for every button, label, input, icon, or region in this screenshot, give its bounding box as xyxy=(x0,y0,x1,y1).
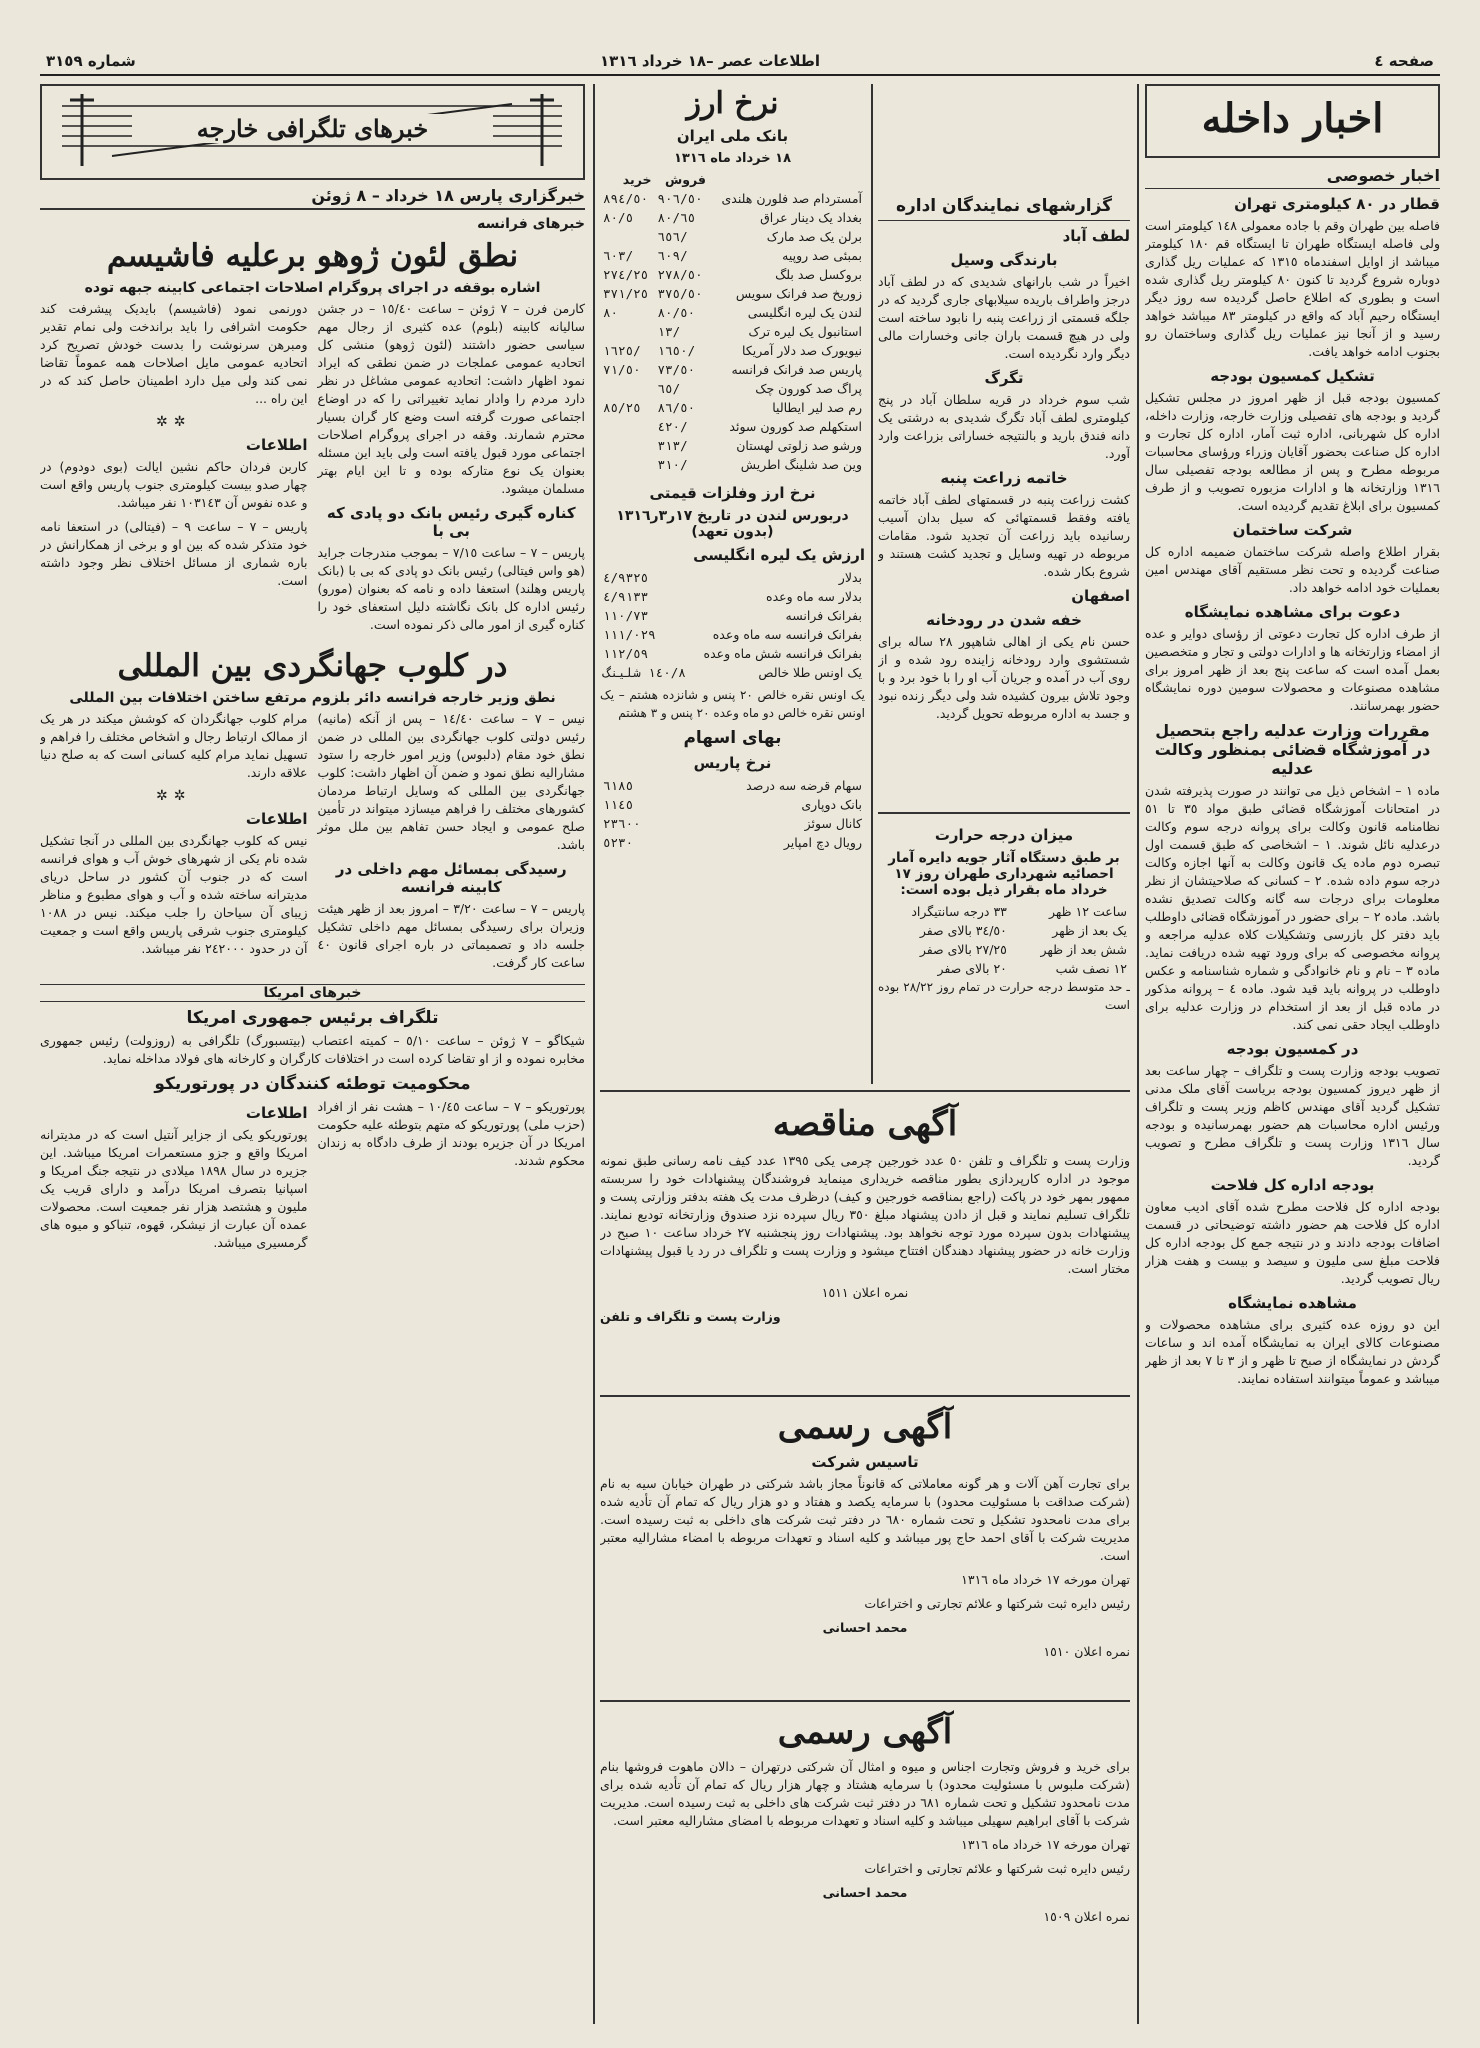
table-row xyxy=(600,587,865,606)
domestic-masthead: اخبار داخله xyxy=(1145,84,1440,158)
news-body: کمسیون بودجه قبل از ظهر امروز در مجلس تشکیل گردید و بودجه های تفصیلی وزارت خارجه، وزارت داخله، اداره کل شهربانی، اداره ثبت آمار، اداره کل تجارت و اداره کل صناعت بحضور آقایان وزراء ورؤسای محاسبات مربوطه مطرح و پس از مطالعه بودجه تفصیلی سال ١٣١٦ وزارتخانه ها و ادارات مزبوره تصویب و از طرف کمسیون برای ابلاغ تقدیم گردیده است. xyxy=(1145,390,1440,513)
row-value: ١١٢/٥٩ xyxy=(603,646,649,661)
foreign-masthead xyxy=(40,84,585,180)
row-label: بمبئی صد روپیه xyxy=(782,248,862,263)
issue-number: شماره ٣١٥٩ xyxy=(46,52,136,70)
row-label: ورشو صد زلوتی لهستان xyxy=(736,438,862,453)
row-label: استکهلم صد کورون سوئد xyxy=(729,419,862,434)
headline: نطق لئون ژوهو برعلیه فاشیسم xyxy=(106,238,519,274)
pound-title: ارزش یک لیره انگلیسی xyxy=(693,546,865,564)
place-name: اصفهان xyxy=(1071,587,1130,605)
row-label: استانبول یک لیره ترک xyxy=(748,324,862,339)
weather-value: ٢٧/٢٥ بالای صفر xyxy=(919,942,1007,957)
report-body: شب سوم خرداد در قریه سلطان آباد در پنج کیلومتری لطف آباد تگرگ شدیدی به درشتی یک دانه فندق بارید و بالنتیجه خساراتی بزراعت وارد آورد. xyxy=(878,392,1130,461)
section-label: خبرهای فرانسه xyxy=(477,216,585,232)
notice-title: آگهی رسمی xyxy=(777,1407,953,1447)
row-value: ١٣/ xyxy=(657,324,681,339)
table-row xyxy=(600,322,865,341)
news-body: این دو روزه عده کثیری برای مشاهده محصولات و مصنوعات کالای ایران به نمایشگاه آمده اند و ساعات گردش در نمایشگاه از صبح تا ظهر و از ٣ تا ٧ بعد از ظهر میباشد و عموماً میتوانند استفاده نمایند. xyxy=(1145,1317,1440,1386)
row-value: ٢٧٤/٢٥ xyxy=(603,267,649,282)
news-body: از طرف اداره کل تجارت دعوتی از رؤسای دوایر و عده از امضاء وزارتخانه ها و ادارات دولتی و تجار و متخصصین بعمل آمده است که ساعت پنج بعد از ظهر امروز برای مشاهده مصنوعات و محصولات سومین دوره نمایشگاه حضور بهمرسانند. xyxy=(1145,626,1440,713)
domestic-column xyxy=(1145,84,1440,2024)
notice-signature: محمد احسانی xyxy=(822,1885,908,1900)
row-value: ٣٧١/٢٥ xyxy=(603,286,649,301)
row-value: ٨٠/٥ xyxy=(603,210,634,225)
row-value: ٨٦/٥٠ xyxy=(657,400,696,415)
table-row xyxy=(600,379,865,398)
table-row xyxy=(600,436,865,455)
row-value: ٨٠ xyxy=(603,305,619,320)
table-row xyxy=(600,644,865,663)
row-label: نیویورک صد دلار آمریکا xyxy=(742,343,862,358)
weather-note: ـ حد متوسط درجه حرارت در تمام روز ٢٨/٢٢ بوده است xyxy=(878,980,1130,1012)
row-value: ٦٠٣/ xyxy=(603,248,634,263)
row-label: رویال دچ امپایر xyxy=(783,835,862,850)
article-body: پاریس – ٧ – ساعت ٣/٢٠ – امروز بعد از ظهر هیئت وزیران برای رسیدگی بمسائل مهم داخلی تشکیل جلسه داد و تصمیماتی در باره اجرای قانون ٤٠ ساعت کار گرفت. xyxy=(317,901,585,970)
row-label: آمستردام صد فلورن هلندی xyxy=(721,191,862,206)
news-title: مشاهده نمایشگاه xyxy=(1228,1294,1357,1312)
article-body: شیکاگو – ٧ ژوئن – ساعت ٥/١٠ – کمیته اعتصاب (بیتسبورگ) تلگرافی به (روزولت) رئیس جمهوری مخابره نموده و از او تقاضا کرده است در اختلافات کارگران و کارخانه های فولاد مداخله نماید. xyxy=(40,1033,585,1066)
subheadline: نطق وزیر خارجه فرانسه دائر بلزوم مرتفع ساختن اختلافات بین المللی xyxy=(69,690,556,706)
table-row xyxy=(600,625,865,644)
row-value: ٦٥/ xyxy=(657,381,681,396)
table-row xyxy=(600,227,865,246)
info-title: اطلاعات xyxy=(245,1104,308,1122)
place-name: لطف آباد xyxy=(1062,227,1130,245)
official-notice-2 xyxy=(600,1710,1130,1985)
row-value: ٦٠٩/ xyxy=(657,248,688,263)
row-value: ١٦٥٠/ xyxy=(657,343,696,358)
row-value: ٢٧٨/٥٠ xyxy=(657,267,703,282)
weather-heading: میزان درجه حرارت xyxy=(934,826,1074,844)
row-label: رم صد لیر ایطالیا xyxy=(772,400,862,415)
notice-date: تهران مورخه ١٧ خرداد ماه ١٣١٦ xyxy=(961,1572,1130,1587)
weather-time: شش بعد از ظهر xyxy=(1040,942,1127,957)
table-row xyxy=(878,959,1130,978)
report-title: خاتمه زراعت پنبه xyxy=(940,469,1068,487)
row-value: ١١٤٥ xyxy=(603,797,634,812)
weather-time: ساعت ١٢ ظهر xyxy=(1048,904,1127,919)
tender-signature: وزارت پست و تلگراف و تلفن xyxy=(600,1309,781,1324)
row-label: زوریخ صد فرانک سویس xyxy=(735,286,862,301)
special-news-heading: اخبار خصوصی xyxy=(1145,166,1440,189)
column-rule xyxy=(871,84,873,1084)
table-row xyxy=(600,265,865,284)
info-body: نیس که کلوب جهانگردی بین المللی در آنجا تشکیل شده نام یکی از شهرهای خوش آب و هوای فرانسه است که در جنوب آن کشور در ساحل دریای مدیترانه ساخته شده و آب و هوای مطبوع و مناظر زیبای آن سیاحان را جلب میکند. نیس در ١٠٨٨ کیلومتری جنوب شرقی پاریس واقع است و جمعیت آن در حدود ٢٤٢٠٠٠ نفر میباشد. xyxy=(40,833,308,956)
row-label: وین صد شلینگ اطریش xyxy=(740,457,862,472)
weather-box xyxy=(878,820,1130,1085)
table-row xyxy=(600,814,865,833)
table-row xyxy=(600,568,865,587)
shares-subtitle: نرخ پاریس xyxy=(693,754,772,772)
row-value: ٦٥٦/ xyxy=(657,229,688,244)
table-row xyxy=(878,940,1130,959)
article-title: کناره گیری رئیس بانک دو پادی که بی با xyxy=(326,504,576,540)
weather-time: ١٢ نصف شب xyxy=(1055,961,1127,976)
news-title: مقررات وزارت عدلیه راجع بتحصیل در آموزشگاه قضائی بمنظور وکالت عدلیه xyxy=(1154,721,1431,778)
silver-note: یک اونس نقره خالص ٢٠ پنس و شانزده هشتم – یک اونس نقره خالص دو ماه وعده ٢٠ پنس و ٣ هشتم xyxy=(600,688,865,720)
row-value: ١١١/٠٢٩ xyxy=(603,627,656,642)
table-row xyxy=(600,246,865,265)
table-row xyxy=(600,360,865,379)
pound-table xyxy=(600,568,865,682)
table-header-row xyxy=(600,170,865,189)
tender-body: وزارت پست و تلگراف و تلفن ٥٠ عدد خورجین چرمی یکی ١٣٩٥ عدد کیف نامه رسانی طبق نمونه موجود در اداره کارپردازی بطور مناقصه خریداری مینماید فروشندگان پیشنهادات خود را سربسته ممهور بمهر خود در پاکت (راجع بمناقصه خورجین و کیف) درظرف مدت یک هفته بدفتر وزارتی پست و تلگراف تسلیم نمایند و قبل از دادن پیشنهاد مبلغ ٣٥٠ ریال سپرده نزد صندوق وزارتخانه تودیع نمایند. پیشنهادات بدون سپرده مورد توجه نخواهد بود. پیشنهادات روز پنجشنبه ٢٧ خرداد ساعت ١٠ صبح در وزارت خانه در حضور پیشنهاد دهندگان افتتاح میشود و وزارت پست و تلگراف در رد یا قبول پیشنهادات مختار است. xyxy=(600,1153,1130,1276)
article-body: نیس – ٧ – ساعت ١٤/٤٠ – پس از آنکه (مانیه) رئیس دولتی کلوب جهانگردی بین المللی در ضمن نطق خود مقام (دلبوس) وزیر امور خارجه را ستود مشارالیه نطق نمود و ضمن آن اظهار داشت: کلوب جهانگردی بین المللی که وسایل ارتباط مردمان کشورهای مختلف را فراهم میسازد میتواند در تأمین صلح عمومی و ایجاد حسن تفاهم بین ملل موثر باشد. xyxy=(317,711,585,852)
table-row xyxy=(600,455,865,474)
rates-bank: بانک ملی ایران xyxy=(676,127,789,145)
info-body: پورتوریکو یکی از جزایر آنتیل است که در مدیترانه امریکا واقع و جزو مستعمرات امریکا میباشد. این جزیره در سال ١٨٩٨ میلادی در نتیجه جنگ امریکا و اسپانیا بتصرف امریکا درآمد و دارای قریب یک ملیون و هشتصد هزار نفر جمعیت است. محصولات عمده آن عبارت از نیشکر، قهوه، تنباکو و میوه های گرمسیری میباشد. xyxy=(40,1127,308,1250)
agency-line: خبرگزاری پارس ١٨ خرداد – ٨ ژوئن xyxy=(40,186,585,210)
paper-dateline: اطلاعات عصر –١٨ خرداد ١٣١٦ xyxy=(600,52,820,70)
row-label: برلن یک صد مارک xyxy=(766,229,862,244)
col-header xyxy=(709,170,865,189)
row-label: سهام قرضه سه درصد xyxy=(746,778,862,793)
shares-title: بهای اسهام xyxy=(683,728,782,748)
rates-title: نرخ ارز xyxy=(686,86,779,121)
ornament-icon: ✲✲ xyxy=(156,414,192,430)
news-title: شرکت ساختمان xyxy=(1232,521,1353,539)
table-row xyxy=(600,776,865,795)
table-row xyxy=(878,921,1130,940)
report-body: اخیراً در شب بارانهای شدیدی که در لطف آباد درجز واطراف باریده سیلابهای جاری گردید که در جلگه قسمتی از زراعت پنبه را نابود ساخته است ولی در هیچ قسمت باران جانی وخسارات مالی دیگر وارد نگردیده است. xyxy=(878,274,1130,361)
weather-value: ٣٣ درجه سانتیگراد xyxy=(911,904,1007,919)
article-body: کارمن فرن – ٧ ژوئن – ساعت ١٥/٤٠ – در جشن سالیانه کابینه (بلوم) عده کثیری از رجال مهم سیاسی حضور داشتند (لئون ژوهو) منشی کل اتحادیه عمومی عملجات در ضمن نطقی که ایراد نمود اظهار داشت: اتحادیه عمومی مشاغل در نظر دارد مردم را وادار نماید تغییراتی را که در اوضاع اجتماعی صورت گرفته است وضع کار گران بسیار محترم شمارند. وقفه در اجرای پروگرام اصلاحات اجتماعی مورد قبول یافته است ولی باید این مسئله بعنوان یک نوع متارکه بوده و تا این ایام بهتر مسلمان میشود. xyxy=(317,301,585,496)
row-value xyxy=(600,417,655,436)
section-rule xyxy=(600,1395,1130,1397)
notice-office: رئیس دایره ثبت شرکتها و علائم تجارتی و اختراعات xyxy=(864,1596,1130,1611)
article-body: پاریس – ٧ – ساعت ٩ – (فیتالی) در استعفا نامه خود متذکر شده که بین او و برخی از همکارانش در باره شماری از مسائل اختلاف نظر وجود داشته است. xyxy=(40,519,308,588)
news-body: تصویب بودجه وزارت پست و تلگراف – چهار ساعت بعد از ظهر دیروز کمسیون بودجه بریاست آقای ملک مدنی تشکیل گردید آقای مهندس کاظم وزیر پست و تلگراف ورئیس اداره محاسبات هم حضور بهمرسانیده و بودجه سال ١٣١٦ وزارت پست و تلگراف مطرح و تصویب گردید. xyxy=(1145,1063,1440,1168)
page-header xyxy=(40,50,1440,76)
news-body: بودجه اداره کل فلاحت مطرح شده آقای ادیب معاون اداره کل فلاحت هم حضور داشته توضیحاتی در قسمت اضافات بودجه دادند و در نتیجه جمع کل بودجه اداره کل فلاحت مبلغ سی ملیون و سیصد و بیست و هفت هزار ریال تصویب گردید. xyxy=(1145,1199,1440,1286)
weather-value: ٣٤/٥٠ بالای صفر xyxy=(919,923,1007,938)
news-body: فاصله بین طهران وقم با جاده معمولی ١٤٨ کیلومتر است ولی فاصله ایستگاه طهران تا ایستگاه قم ١٨٠ کیلومتر میباشد از اوایل اسفندماه ١٣١٥ که عملیات ریل گذاری دوباره شروع گردید تا کنون ٨٠ کیلومتر ریل گذاری شده است و بطوری که اطلاع حاصل گردیده سه روز دیگر ایستگاه رحیم آباد که واقع در کیلومتر ٨٣ میباشد خواهد رسید و از آنجا نیز عملیات ریل گذاری وساختمان رو بجنوب ادامه خواهد یافت. xyxy=(1145,218,1440,359)
report-body: کشت زراعت پنبه در قسمتهای لطف آباد خاتمه یافته وفقط قسمتهائی که سیل بدان آسیب رسانیده باید زراعت آن تجدید شود. مقامات مربوطه در تهیه وسایل و تجدید کشت هستند و شروع بکار شده. xyxy=(878,492,1130,579)
provinces-heading: گزارشهای نمایندگان اداره xyxy=(878,196,1130,221)
official-notice-1 xyxy=(600,1405,1130,1695)
table-row xyxy=(600,303,865,322)
newspaper-page xyxy=(40,50,1440,2025)
news-body: بقرار اطلاع واصله شرکت ساختمان ضمیمه اداره کل صناعت گردیده و تحت نظر مستقیم آقای مهندس امین بعملیات خود ادامه خواهد داد. xyxy=(1145,544,1440,595)
table-row xyxy=(600,398,865,417)
row-value xyxy=(600,379,655,398)
row-label: بروکسل صد بلگ xyxy=(775,267,862,282)
weather-table xyxy=(878,902,1130,978)
info-title: اطلاعات xyxy=(245,810,308,828)
row-label: یک اونس طلا خالص xyxy=(758,665,862,680)
info-body: کاربن فردان حاکم نشین ایالت (بوی دودوم) در چهار صدو بیست کیلومتری جنوب پاریس واقع است و عده نفوس آن ١٠٣١٤٣ نفر میباشد. xyxy=(40,459,308,510)
news-title: بودجه اداره کل فلاحت xyxy=(1210,1176,1375,1194)
section-rule xyxy=(878,812,1130,814)
subheadline: اشاره بوقفه در اجرای پروگرام اصلاحات اجتماعی کابینه جبهه توده xyxy=(84,280,541,296)
row-label: پراگ صد کورون چک xyxy=(755,381,862,396)
report-title: خفه شدن در رودخانه xyxy=(926,611,1082,629)
row-label: بفرانک فرانسه xyxy=(785,608,862,623)
shares-table xyxy=(600,776,865,852)
tender-notice xyxy=(600,1100,1130,1390)
page-number: صفحه ٤ xyxy=(1374,52,1434,70)
row-label: بدلار xyxy=(838,570,862,585)
table-row xyxy=(600,284,865,303)
table-row xyxy=(600,189,865,208)
row-value: ١١٠/٧٣ xyxy=(603,608,649,623)
row-label: لندن یک لیره انگلیسی xyxy=(747,305,862,320)
news-title: قطار در ٨٠ کیلومتری تهران xyxy=(1234,195,1440,213)
table-row xyxy=(600,833,865,852)
table-row xyxy=(600,417,865,436)
section-rule xyxy=(600,1090,1130,1092)
table-row xyxy=(878,902,1130,921)
row-value: ٣١٠/ xyxy=(657,457,688,472)
row-label: کانال سوئز xyxy=(804,816,862,831)
table-row xyxy=(600,341,865,360)
article-body: دورنمی نمود (فاشیسم) بایدیک پیشرفت کند حکومت اشرافی را باید براندخت ولی نمام تقدیر ومبرهن سرنوشت را بدست خودش تصریح کرد اتحادیه عمومی مایل اصلاحات همه عموماً تقاضا نمی کند ولی میل دارد اطمینان حاصل کند که در این راه ... xyxy=(40,301,308,406)
row-value: ٨٥/٢٥ xyxy=(603,400,641,415)
row-value: ٨٩٤/٥٠ xyxy=(603,191,649,206)
news-title: تشکیل کمسیون بودجه xyxy=(1210,367,1375,385)
row-label: بانک دوپاری xyxy=(801,797,862,812)
row-value: ٤٢٠/ xyxy=(657,419,688,434)
weather-value: ٢٠ بالای صفر xyxy=(937,961,1007,976)
row-value xyxy=(600,322,655,341)
article-title: رسیدگی بمسائل مهم داخلی در کابینه فرانسه xyxy=(335,860,567,896)
rates-date: ١٨ خرداد ماه ١٣١٦ xyxy=(673,151,792,166)
metals-subtitle: دربورس لندن در تاریخ ١٧ر٣ر١٣١٦ (بدون تعهد) xyxy=(616,508,849,540)
notice-number: نمره اعلان ١٥١١ xyxy=(821,1285,909,1300)
row-value: ٤/٩٣٢٥ xyxy=(603,570,649,585)
row-label: بفرانک فرانسه شش ماه وعده xyxy=(703,646,862,661)
notice-number: نمره اعلان ١٥٠٩ xyxy=(1043,1909,1130,1924)
notice-date: تهران مورخه ١٧ خرداد ماه ١٣١٦ xyxy=(961,1837,1130,1852)
row-value xyxy=(600,227,655,246)
article-body: مرام کلوب جهانگردان که کوشش میکند در هر یک از ممالک ارتباط رجال و اشخاص مختلف را فراهم و تسهیل نماید مرام کلیه کسانی است که به صلح دنیا علاقه دارند. xyxy=(40,711,308,780)
report-title: بارندگی وسیل xyxy=(950,251,1058,269)
weather-time: یک بعد از ظهر xyxy=(1052,923,1127,938)
notice-body: برای خرید و فروش وتجارت اجناس و میوه و امثال آن شرکتی درتهران – دالان ماهوت فروشها بنام (شرکت ملبوس با مسئولیت محدود) با سرمایه هشتاد و چهار هزار ریال که تمام آن تأدیه شده برای مدت نامحدود تشکیل و تحت شماره ٦٨١ در دفتر ثبت شرکت های داخلی به ثبت رسیده است. مدیریت شرکت با آقای ابراهیم سهیلی میباشد و کلیه اسناد و تعهدات مربوطه با امضای مشارالیه معتبر است. xyxy=(600,1759,1130,1828)
table-row xyxy=(600,663,865,682)
news-title: در کمسیون بودجه xyxy=(1226,1040,1359,1058)
table-row xyxy=(600,208,865,227)
column-rule xyxy=(593,84,595,2024)
row-value: ٧٣/٥٠ xyxy=(657,362,696,377)
row-value: ١٦٢٥/ xyxy=(603,343,641,358)
notice-subtitle: تاسیس شرکت xyxy=(811,1453,919,1471)
row-label: بفرانک فرانسه سه ماه وعده xyxy=(712,627,862,642)
rates-table xyxy=(600,170,865,474)
col-header: فروش xyxy=(665,172,706,187)
info-title: اطلاعات xyxy=(245,436,308,454)
article-title: تلگراف برئیس جمهوری امریکا xyxy=(186,1008,439,1028)
notice-body: برای تجارت آهن آلات و هر گونه معاملاتی که قانوناً مجاز باشد شرکتی در طهران خیابان سیه به نام (شرکت صداقت با مسئولیت محدود) با سرمایه یکصد و هفتاد و دو هزار ریال که تمام آن تأدیه شده برای مدت نامحدود تشکیل و تحت شماره ٦٨٠ در دفتر ثبت شرکت های داخلی به ثبت رسیده است. مدیریت شرکت با آقای احمد حاج پور میباشد و کلیه اسناد و تعهدات مربوطه با امضاء مشارالیه معتبر است. xyxy=(600,1476,1130,1563)
row-label: بدلار سه ماه وعده xyxy=(766,589,862,604)
row-value xyxy=(600,455,655,474)
col-header: خرید xyxy=(622,172,652,187)
row-value: ٢٣٦٠٠ xyxy=(603,816,641,831)
row-value: ١٤٠/٨ شلینگ xyxy=(603,665,686,680)
news-title: دعوت برای مشاهده نمایشگاه xyxy=(1184,603,1401,621)
column-rule xyxy=(1137,84,1139,2024)
foreign-masthead-title: خبرهای تلگرافی خارجه xyxy=(132,114,493,143)
row-value: ٨٠/٥٠ xyxy=(657,305,696,320)
news-body: ماده ١ – اشخاص ذیل می توانند در صورت پذیرفته شدن در امتحانات آموزشگاه قضائی طبق مواد ٣٥ تا ٥١ نظامنامه قانون وکالت برای پروانه درجه سوم وکالت درعدلیه نائل شوند. ١ – اشخاصی که طبق قسمت اول تبصره دوم ماده یک قانون وکالت به آنها اجازه وکالت درجه سوم داده شده. ٢ – کسانی که صلاحیتشان از نظر معلومات برای درجات سه گانه وکالت تصدیق نشده باشد. ماده ٢ – برای حضور در آموزشگاه قضائی داوطلب باید دفتر کل بازرسی وتشکیلات کلاه عدلیه مراجعه و پروانه مخصوصی که برای ورود تهیه شده دریافت نماید. ماده ٣ – نام و نام خانوادگی و شماره شناسنامه و عکس داوطلب در پروانه باید قید شود. ماده ٤ – پروانه مذکور در ماده قبل از بعد از استخدام در وزارت عدلیه برای داوطلب ایجاد حقی نمی کند. xyxy=(1145,783,1440,1032)
row-value xyxy=(600,436,655,455)
row-label: پاریس صد فرانک فرانسه xyxy=(731,362,862,377)
ornament-icon: ✲✲ xyxy=(156,788,192,804)
row-value: ٩٠٦/٥٠ xyxy=(657,191,703,206)
row-label: بغداد یک دینار عراق xyxy=(760,210,862,225)
notice-number: نمره اعلان ١٥١٠ xyxy=(1043,1644,1130,1659)
article-title: محکومیت توطئه کنندگان در پورتوریکو xyxy=(154,1074,471,1094)
foreign-column xyxy=(40,84,585,2024)
headline: در کلوب جهانگردی بین المللی xyxy=(117,648,508,684)
weather-subheading: بر طبق دستگاه آثار جویه دایره آمار احصائیه شهرداری طهران روز ١٧ خرداد ماه بقرار ذیل بوده است: xyxy=(888,850,1120,898)
row-value: ٦١٨٥ xyxy=(603,778,634,793)
row-value: ٣٧٥/٥٠ xyxy=(657,286,703,301)
metals-title: نرخ ارز وفلزات قیمتی xyxy=(649,484,816,502)
notice-signature: محمد احسانی xyxy=(822,1620,908,1635)
row-value: ٨٠/٦٥ xyxy=(657,210,696,225)
table-row xyxy=(600,606,865,625)
notice-title: آگهی رسمی xyxy=(777,1712,953,1752)
table-row xyxy=(600,795,865,814)
section-label: خبرهای امریکا xyxy=(40,984,585,1002)
article-body: پورتوریکو – ٧ – ساعت ١٠/٤٥ – هشت نفر از افراد (حزب ملی) پورتوریکو که متهم بتوطئه علیه حکومت امریکا در آن جزیره بودند از طرف دادگاه به زندان محکوم شدند. xyxy=(317,1099,585,1168)
article-body: پاریس – ٧ – ساعت ٧/١٥ – بموجب مندرجات جراید (هو واس فیتالی) رئیس بانک دو پادی که بی با (بانک پاریس وهلند) استعفا داده و نامه که بعنوان (مورو) رئیس اداره کل بانک نگاشته دلیل استعفای خود را کناره گیری از امور مالی ذکر نموده است. xyxy=(317,545,585,632)
report-title: تگرگ xyxy=(984,369,1024,387)
section-rule xyxy=(600,1700,1130,1702)
notice-office: رئیس دایره ثبت شرکتها و علائم تجارتی و اختراعات xyxy=(864,1861,1130,1876)
report-body: حسن نام یکی از اهالی شاهپور ٢٨ ساله برای شستشوی وارد رودخانه زاینده رود شده و از روی آب در آمده و جریان آب او را با خود برد و با وجود تلاش بیرون کشیده شد ولی دیگر زنده نبود و جسد به اداره مربوطه تحویل گردید. xyxy=(878,634,1130,721)
rates-column xyxy=(600,84,865,1084)
row-value: ٧١/٥٠ xyxy=(603,362,641,377)
row-value: ٤/٩١٣٣ xyxy=(603,589,649,604)
tender-title: آگهی مناقصه xyxy=(772,1104,958,1144)
row-value: ٣١٣/ xyxy=(657,438,688,453)
row-value: ٥٢٣٠ xyxy=(603,835,634,850)
